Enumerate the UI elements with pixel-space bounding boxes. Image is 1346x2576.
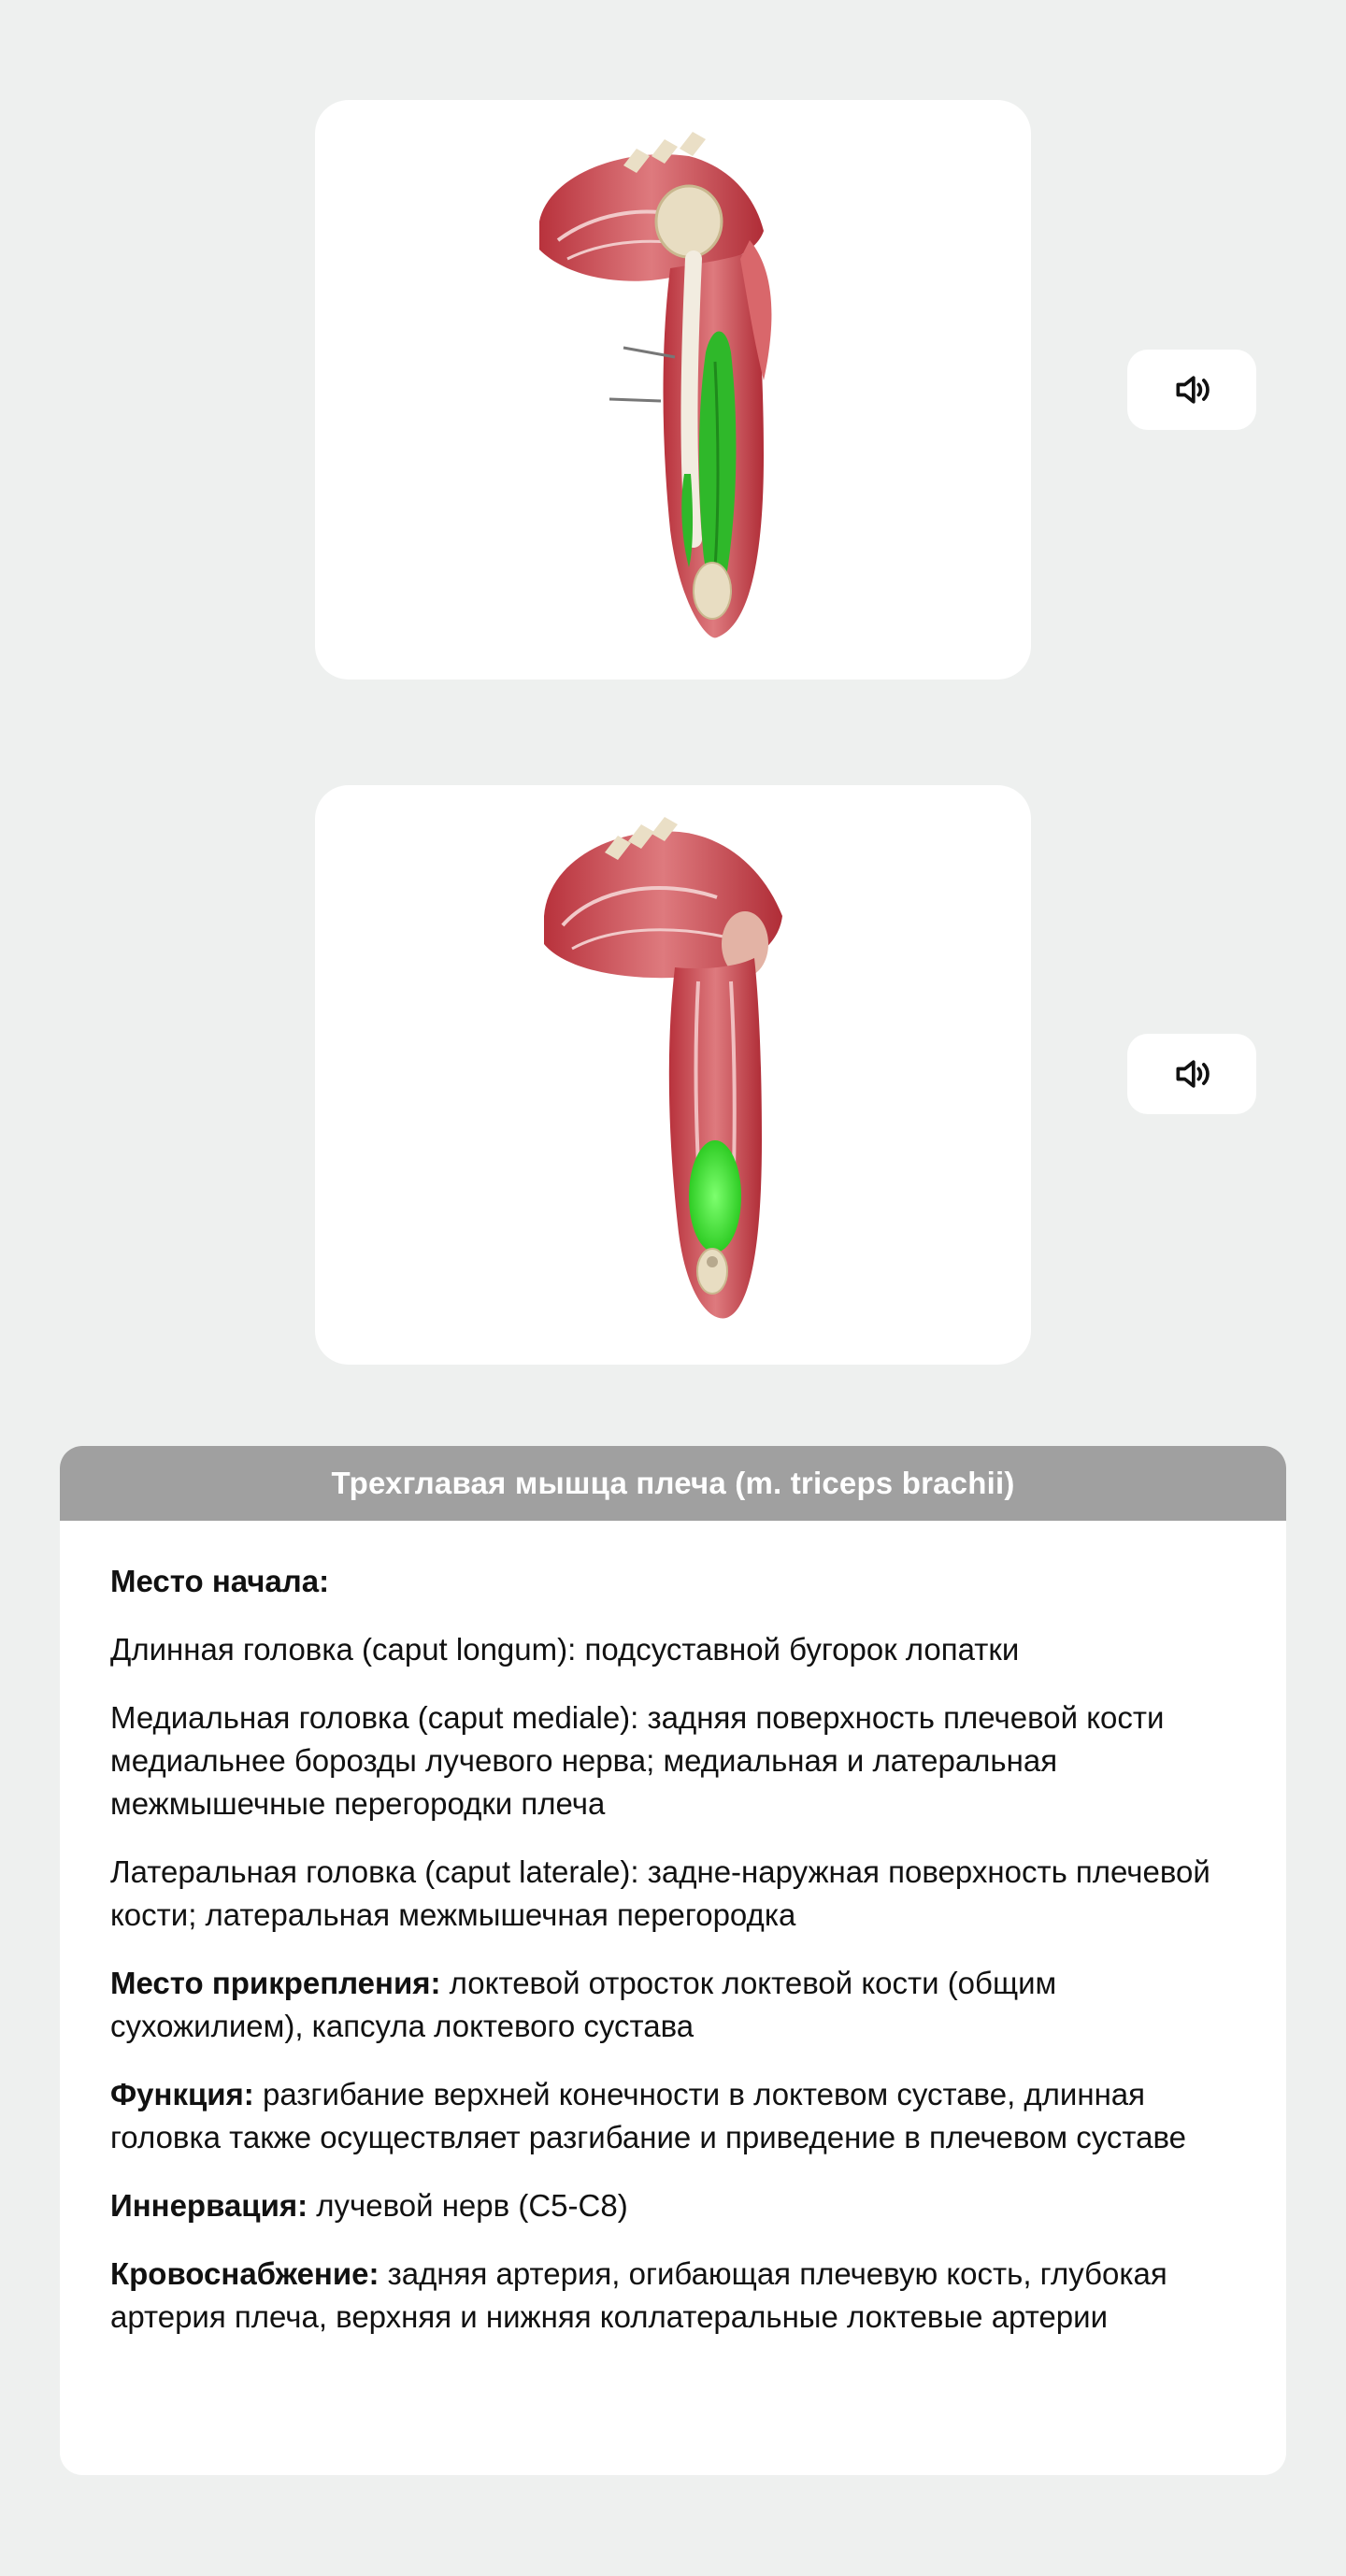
origin-label: Место начала: [110,1564,330,1598]
innervation-label: Иннервация: [110,2188,308,2223]
play-sound-button-1[interactable] [1127,350,1256,430]
play-sound-button-2[interactable] [1127,1034,1256,1114]
blood-supply-paragraph [110,2253,1236,2339]
insertion-text: локтевой отросток локтевой кости (общим сухожилием), капсула локтевого сустава [110,1966,1057,2043]
origin-long-head: Длинная головка (caput longum): подсуставной бугорок лопатки [110,1632,1020,1667]
origin-heading [110,1560,1236,1603]
function-label: Функция: [110,2077,254,2111]
anatomy-image-card-2 [315,785,1031,1365]
origin-lateral-head: Латеральная головка (caput laterale): задне-наружная поверхность плечевой кости; латеральная межмышечная перегородка [110,1854,1210,1932]
function-text: разгибание верхней конечности в локтевом суставе, длинная головка также осуществляет разгибание и приведение в плечевом суставе [110,2077,1186,2154]
triceps-posterior-illustration [315,785,1031,1365]
muscle-description [60,1521,1286,2339]
insertion-paragraph [110,1962,1236,2048]
blood-supply-label: Кровоснабжение: [110,2256,379,2291]
muscle-title: Трехглавая мышца плеча (m. triceps brachii) [60,1446,1286,1521]
function-paragraph [110,2073,1236,2159]
speaker-icon [1171,1053,1212,1095]
triceps-anterior-illustration [315,100,1031,680]
speaker-icon [1171,369,1212,410]
insertion-label: Место прикрепления: [110,1966,441,2000]
innervation-paragraph [110,2184,1236,2227]
muscle-info-card [60,1446,1286,2475]
blood-supply-text: задняя артерия, огибающая плечевую кость, глубокая артерия плеча, верхняя и нижняя коллатеральные локтевые артерии [110,2256,1167,2334]
anatomy-image-card-1 [315,100,1031,680]
origin-medial-head: Медиальная головка (caput mediale): задняя поверхность плечевой кости медиальнее борозды лучевого нерва; медиальная и латеральная межмышечные перегородки плеча [110,1700,1165,1821]
innervation-text: лучевой нерв (C5-C8) [308,2188,628,2223]
